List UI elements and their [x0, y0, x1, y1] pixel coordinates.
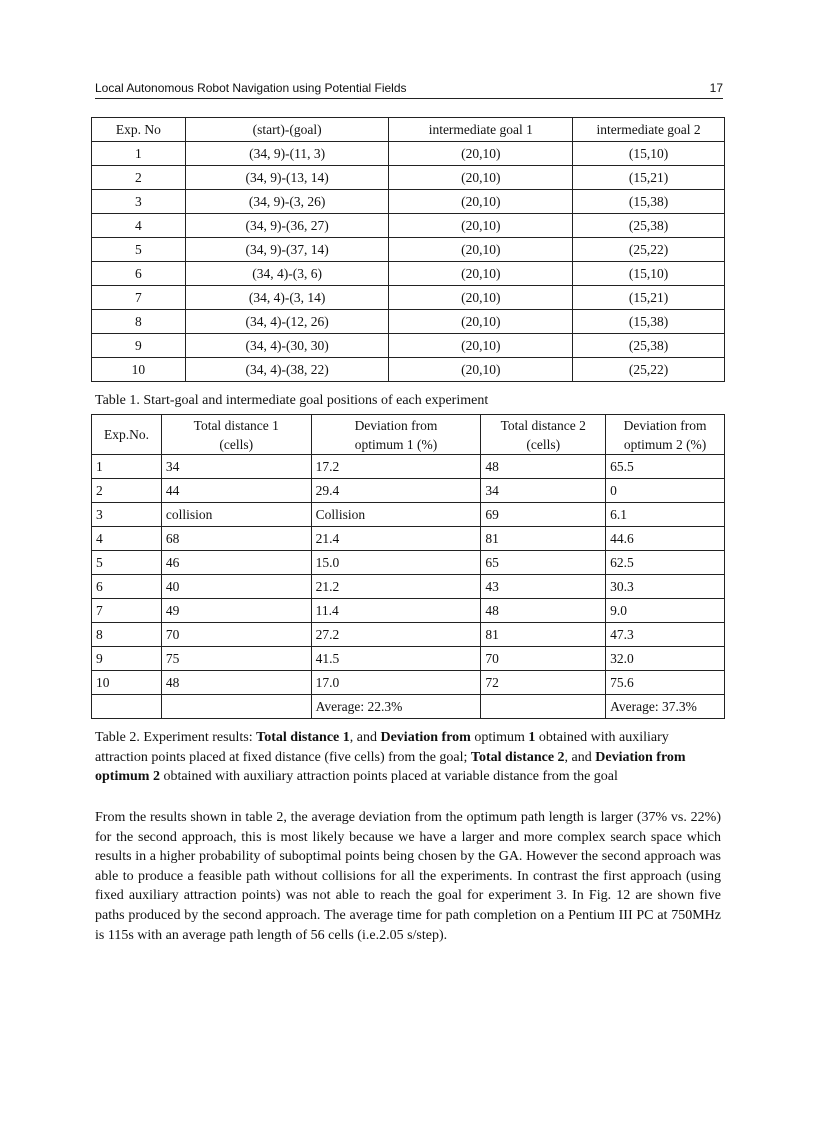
- table-cell: 1: [92, 455, 162, 479]
- table-cell: 2: [92, 166, 186, 190]
- results-discussion-paragraph: From the results shown in table 2, the average deviation from the optimum path length is larger (37% vs. 22%) for the second approach, this is most likely because we have a larger and more complex search space which results in a higher probability of suboptimal points being chosen by the GA. However the second approach was able to produce a feasible path without collisions for all the experiments. In contrast the first approach (using fixed auxiliary attraction points) was not able to reach the goal for experiment 3. In Fig. 12 are shown five paths produced by the second approach. The average time for path completion on a Pentium III PC at 750MHz is 115s with an average path length of 56 cells (i.e.2.05 s/step).: [95, 810, 721, 943]
- table-cell: 2: [92, 479, 162, 503]
- caption-run: Deviation from optimum 2: [95, 749, 686, 784]
- table-cell: (34, 9)-(36, 27): [185, 214, 389, 238]
- header-line: Total distance 1: [193, 417, 279, 433]
- running-header: [95, 80, 723, 99]
- header-line: Deviation from: [354, 417, 438, 433]
- table1-column-header: (start)-(goal): [185, 118, 389, 142]
- table-cell: 44: [161, 479, 311, 503]
- table-cell: (20,10): [389, 334, 573, 358]
- header-line: Exp.No.: [103, 427, 149, 442]
- table-cell: (20,10): [389, 358, 573, 382]
- table-cell: (20,10): [389, 214, 573, 238]
- table-cell: (15,21): [573, 286, 725, 310]
- table-cell: 44.6: [606, 527, 725, 551]
- table2-column-header: [161, 415, 311, 455]
- header-line: Total distance 2: [500, 417, 586, 433]
- table-cell: (34, 9)-(13, 14): [185, 166, 389, 190]
- table-row: [92, 575, 725, 599]
- table-cell: 9: [92, 647, 162, 671]
- table-row: [92, 358, 725, 382]
- table-cell: 81: [481, 623, 606, 647]
- table-cell: (25,38): [573, 214, 725, 238]
- table-cell: (25,38): [573, 334, 725, 358]
- table-row: [92, 671, 725, 695]
- table-cell: 43: [481, 575, 606, 599]
- table-cell: 49: [161, 599, 311, 623]
- table2-column-header: [311, 415, 481, 455]
- table2-caption: [95, 728, 725, 787]
- header-line: (cells): [219, 436, 254, 452]
- table-cell: 48: [481, 455, 606, 479]
- table-row: [92, 286, 725, 310]
- caption-run: Table 2. Experiment results:: [95, 730, 257, 745]
- table2-header-row: [92, 415, 725, 455]
- table-row: [92, 262, 725, 286]
- table-cell: 30.3: [606, 575, 725, 599]
- table-cell: 6.1: [606, 503, 725, 527]
- table-cell: (20,10): [389, 238, 573, 262]
- table-cell: collision: [161, 503, 311, 527]
- table2-column-header: [92, 415, 162, 455]
- table-cell: 70: [161, 623, 311, 647]
- experiment-results-table: [91, 414, 725, 719]
- table-cell: (34, 4)-(30, 30): [185, 334, 389, 358]
- table-row: [92, 503, 725, 527]
- table-row: [92, 190, 725, 214]
- table-cell: 75: [161, 647, 311, 671]
- table-row: [92, 214, 725, 238]
- table1-header-row: [92, 118, 725, 142]
- table-cell: 9: [92, 334, 186, 358]
- table2-column-header: [606, 415, 725, 455]
- table-cell: (15,38): [573, 310, 725, 334]
- table-cell: (20,10): [389, 310, 573, 334]
- table-cell: 3: [92, 190, 186, 214]
- table-cell: 6: [92, 575, 162, 599]
- table-cell: 5: [92, 551, 162, 575]
- table-cell: (25,22): [573, 238, 725, 262]
- table-cell: 48: [161, 671, 311, 695]
- table-cell: 21.4: [311, 527, 481, 551]
- table-row: [92, 527, 725, 551]
- table-cell: (34, 4)-(3, 14): [185, 286, 389, 310]
- table-cell: 62.5: [606, 551, 725, 575]
- table-cell: 11.4: [311, 599, 481, 623]
- table-cell: Average: 37.3%: [606, 695, 725, 719]
- table-cell: 17.0: [311, 671, 481, 695]
- table-cell: (15,10): [573, 262, 725, 286]
- table-row: [92, 142, 725, 166]
- page-number: 17: [709, 81, 723, 95]
- table-row: [92, 695, 725, 719]
- table-row: [92, 647, 725, 671]
- table-cell: 7: [92, 599, 162, 623]
- table1-column-header: intermediate goal 1: [389, 118, 573, 142]
- table-cell: 34: [161, 455, 311, 479]
- table-cell: 10: [92, 358, 186, 382]
- table-cell: (34, 9)-(3, 26): [185, 190, 389, 214]
- table-cell: 4: [92, 214, 186, 238]
- table-cell: 65: [481, 551, 606, 575]
- table-cell: [481, 695, 606, 719]
- table-cell: (25,22): [573, 358, 725, 382]
- table-cell: (20,10): [389, 190, 573, 214]
- table-cell: (34, 9)-(11, 3): [185, 142, 389, 166]
- table-cell: 41.5: [311, 647, 481, 671]
- table-cell: (15,38): [573, 190, 725, 214]
- table-cell: 7: [92, 286, 186, 310]
- table-cell: 75.6: [606, 671, 725, 695]
- caption-run: Deviation from: [380, 730, 471, 745]
- table-cell: Collision: [311, 503, 481, 527]
- table-cell: 1: [92, 142, 186, 166]
- table-cell: 34: [481, 479, 606, 503]
- table-cell: 40: [161, 575, 311, 599]
- caption-run: obtained with auxiliary attraction points placed at fixed distance (five cells) from the goal;: [95, 730, 669, 765]
- table-cell: (15,21): [573, 166, 725, 190]
- table-cell: 3: [92, 503, 162, 527]
- table-row: [92, 238, 725, 262]
- table-cell: (34, 4)-(3, 6): [185, 262, 389, 286]
- table-cell: 15.0: [311, 551, 481, 575]
- table-cell: (34, 4)-(38, 22): [185, 358, 389, 382]
- table-cell: 21.2: [311, 575, 481, 599]
- table-cell: 5: [92, 238, 186, 262]
- table-cell: 10: [92, 671, 162, 695]
- start-goal-table: [91, 117, 725, 382]
- caption-run: 1: [528, 730, 536, 745]
- header-line: Deviation from: [623, 417, 707, 433]
- table-cell: 4: [92, 527, 162, 551]
- table-row: [92, 334, 725, 358]
- table-cell: 0: [606, 479, 725, 503]
- table-row: [92, 479, 725, 503]
- table1-column-header: Exp. No: [92, 118, 186, 142]
- caption-run: , and: [564, 749, 596, 765]
- caption-run: Total distance 1: [256, 730, 350, 745]
- table-cell: (34, 4)-(12, 26): [185, 310, 389, 334]
- table-cell: (20,10): [389, 262, 573, 286]
- caption-run: optimum: [470, 730, 529, 745]
- table-cell: 72: [481, 671, 606, 695]
- table1-caption: Table 1. Start-goal and intermediate goal positions of each experiment: [95, 393, 489, 408]
- caption-run: , and: [349, 730, 381, 745]
- table-row: [92, 551, 725, 575]
- caption-run: obtained with auxiliary attraction points placed at variable distance from the goal: [159, 769, 618, 784]
- table-cell: (34, 9)-(37, 14): [185, 238, 389, 262]
- table-cell: 8: [92, 623, 162, 647]
- table-cell: 65.5: [606, 455, 725, 479]
- header-line: (cells): [526, 436, 561, 452]
- table-cell: 8: [92, 310, 186, 334]
- table-cell: 68: [161, 527, 311, 551]
- table1-column-header: intermediate goal 2: [573, 118, 725, 142]
- table-cell: [92, 695, 162, 719]
- table-cell: 9.0: [606, 599, 725, 623]
- table-cell: 27.2: [311, 623, 481, 647]
- table-cell: 29.4: [311, 479, 481, 503]
- table-row: [92, 455, 725, 479]
- table-cell: 46: [161, 551, 311, 575]
- table-cell: 6: [92, 262, 186, 286]
- table-cell: 32.0: [606, 647, 725, 671]
- table-cell: [161, 695, 311, 719]
- table-cell: (20,10): [389, 166, 573, 190]
- table-cell: (15,10): [573, 142, 725, 166]
- table-row: [92, 310, 725, 334]
- table-cell: 48: [481, 599, 606, 623]
- table-cell: 47.3: [606, 623, 725, 647]
- table-cell: Average: 22.3%: [311, 695, 481, 719]
- table-cell: 70: [481, 647, 606, 671]
- table-row: [92, 166, 725, 190]
- table-cell: (20,10): [389, 286, 573, 310]
- table-cell: 81: [481, 527, 606, 551]
- table-cell: 17.2: [311, 455, 481, 479]
- header-line: optimum 1 (%): [354, 436, 438, 452]
- table2-column-header: [481, 415, 606, 455]
- table-cell: 69: [481, 503, 606, 527]
- caption-run: Total distance 2: [470, 749, 565, 765]
- table-row: [92, 599, 725, 623]
- table-row: [92, 623, 725, 647]
- table-cell: (20,10): [389, 142, 573, 166]
- header-line: optimum 2 (%): [623, 436, 707, 452]
- running-title: Local Autonomous Robot Navigation using Potential Fields: [95, 81, 407, 95]
